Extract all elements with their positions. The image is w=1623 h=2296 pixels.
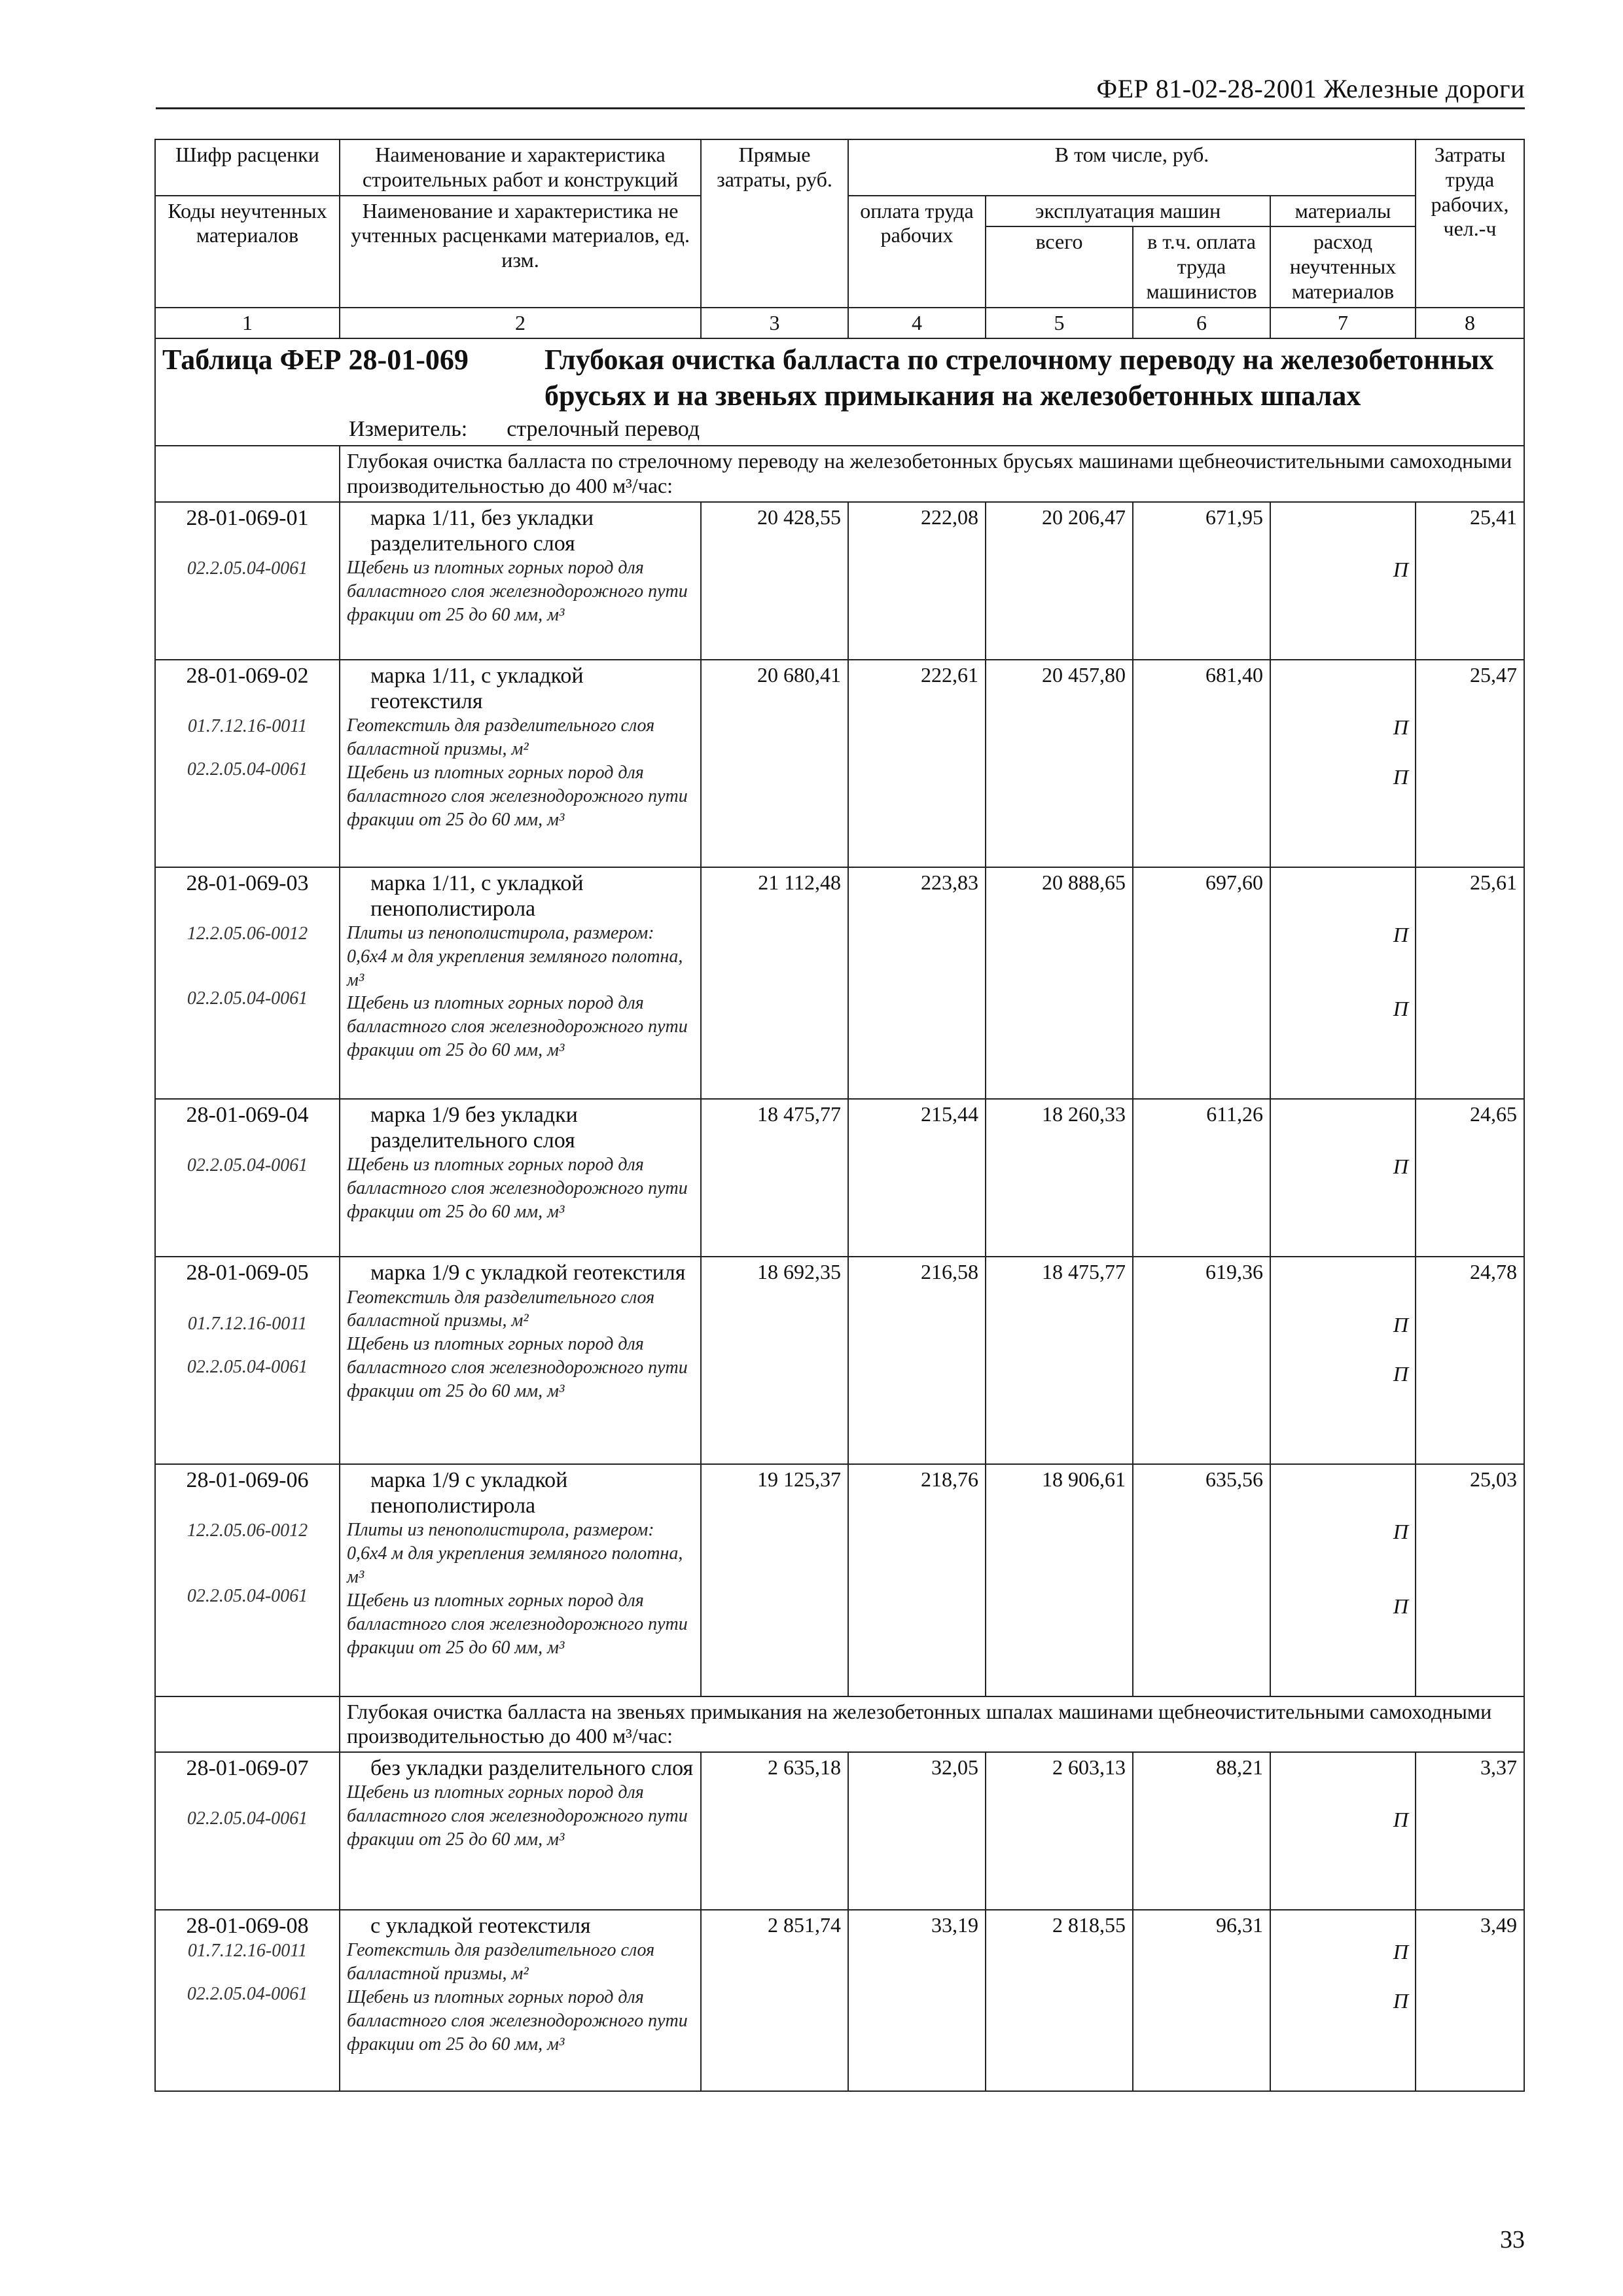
material-code: 02.2.05.04-0061 xyxy=(187,1808,308,1829)
header-col5: всего xyxy=(986,226,1133,307)
rate-code: 28-01-069-07 xyxy=(186,1756,309,1781)
line-spacer xyxy=(162,1563,332,1585)
line-spacer xyxy=(162,966,332,988)
work-name: марка 1/9 с укладкой геотекстиля xyxy=(370,1261,686,1285)
material-name: Геотекстиль для разделительного слоя балластной призмы, м² xyxy=(347,1940,655,1984)
labor-hours: 24,78 xyxy=(1416,1257,1524,1464)
line-spacer xyxy=(1277,2039,1408,2064)
material-name: Щебень из плотных горных пород для балластного слоя железнодорожного пути фракции от 25 до 60 мм, м³ xyxy=(347,1155,688,1223)
material-marks-cell xyxy=(1270,1910,1416,2091)
line-spacer xyxy=(162,531,332,558)
table-code: Таблица ФЕР 28-01-069 xyxy=(162,344,469,376)
line-spacer xyxy=(1277,948,1408,973)
line-spacer xyxy=(1277,1668,1408,1693)
column-number: 4 xyxy=(848,308,986,339)
line-spacer xyxy=(1277,973,1408,997)
line-spacer xyxy=(162,1399,332,1421)
labor-hours: 24,65 xyxy=(1416,1099,1524,1257)
labor-hours: 25,41 xyxy=(1416,502,1524,660)
rate-row xyxy=(155,867,1524,1099)
material-code: 02.2.05.04-0061 xyxy=(187,1356,308,1377)
line-spacer xyxy=(162,1494,332,1520)
line-spacer xyxy=(162,1177,332,1198)
work-name: марка 1/11, с укладкой пенополистирола xyxy=(370,870,584,921)
work-name: без укладки разделительного слоя xyxy=(370,1756,694,1781)
line-spacer xyxy=(162,1378,332,1399)
rate-code: 28-01-069-04 xyxy=(186,1103,309,1128)
line-spacer xyxy=(162,1198,332,1220)
line-spacer xyxy=(1277,1755,1408,1782)
line-spacer xyxy=(1277,1619,1408,1643)
line-spacer xyxy=(1277,839,1408,864)
header-group-in: В том числе, руб. xyxy=(848,139,1416,196)
labor-hours: 25,03 xyxy=(1416,1464,1524,1696)
material-marks-cell xyxy=(1270,1099,1416,1257)
material-mark: П xyxy=(1393,1312,1409,1336)
direct-cost: 18 475,77 xyxy=(701,1099,848,1257)
rate-row xyxy=(155,1910,1524,2091)
material-marks-cell xyxy=(1270,660,1416,867)
line-spacer xyxy=(1277,1022,1408,1047)
work-name: марка 1/11, с укладкой геотекстиля xyxy=(370,664,584,714)
rate-row xyxy=(155,1257,1524,1464)
header-col1-bottom: Коды неучтенных материалов xyxy=(155,196,340,308)
measure-label: Измеритель: xyxy=(349,417,468,442)
rate-code-cell xyxy=(155,1464,340,1696)
section-spacer xyxy=(155,446,340,502)
line-spacer xyxy=(162,1421,332,1443)
line-spacer xyxy=(1277,1412,1408,1437)
rate-code-cell xyxy=(155,867,340,1099)
operator-cost: 611,26 xyxy=(1133,1099,1270,1257)
line-spacer xyxy=(1277,531,1408,558)
line-spacer xyxy=(1277,1179,1408,1204)
line-spacer xyxy=(162,689,332,715)
line-spacer xyxy=(162,1287,332,1313)
rate-code: 28-01-069-06 xyxy=(186,1468,309,1493)
direct-cost: 20 680,41 xyxy=(701,660,848,867)
rate-name-cell xyxy=(340,502,701,660)
material-name: Щебень из плотных горных пород для балластного слоя железнодорожного пути фракции от 25 до 60 мм, м³ xyxy=(347,1987,688,2054)
line-spacer xyxy=(162,1873,332,1894)
line-spacer xyxy=(1277,583,1408,607)
material-name: Щебень из плотных горных пород для балластного слоя железнодорожного пути фракции от 25 до 60 мм, м³ xyxy=(347,993,688,1061)
material-name: Щебень из плотных горных пород для балластного слоя железнодорожного пути фракции от 25 до 60 мм, м³ xyxy=(347,762,688,830)
rate-code-cell xyxy=(155,660,340,867)
rate-code-cell xyxy=(155,1910,340,2091)
rate-name-cell xyxy=(340,1099,701,1257)
line-spacer xyxy=(1277,740,1408,765)
material-mark: П xyxy=(1393,715,1409,740)
line-spacer xyxy=(1277,607,1408,632)
rate-code: 28-01-069-02 xyxy=(186,664,309,689)
rate-code: 28-01-069-01 xyxy=(186,505,309,530)
material-mark: П xyxy=(1393,1362,1409,1386)
material-mark: П xyxy=(1393,1155,1409,1179)
machine-cost: 20 888,65 xyxy=(986,867,1133,1099)
material-mark: П xyxy=(1393,764,1409,789)
column-number: 7 xyxy=(1270,308,1416,339)
line-spacer xyxy=(162,944,332,966)
direct-cost: 20 428,55 xyxy=(701,502,848,660)
machine-cost: 2 603,13 xyxy=(986,1752,1133,1910)
header-col2-top: Наименование и характеристика строительных работ и конструкций xyxy=(340,139,701,196)
work-name: марка 1/11, без укладки разделительного слоя xyxy=(370,505,594,556)
line-spacer xyxy=(162,1052,332,1074)
material-name: Щебень из плотных горных пород для балластного слоя железнодорожного пути фракции от 25 до 60 мм, м³ xyxy=(347,1782,688,1850)
rate-code: 28-01-069-08 xyxy=(186,1914,309,1939)
header-col7: расход неучтенных материалов xyxy=(1270,226,1416,307)
rate-code-cell xyxy=(155,1257,340,1464)
line-spacer xyxy=(162,1220,332,1242)
line-spacer xyxy=(1277,1229,1408,1254)
material-mark: П xyxy=(1393,1808,1409,1832)
line-spacer xyxy=(162,1607,332,1628)
line-spacer xyxy=(162,2026,332,2048)
material-code: 02.2.05.04-0061 xyxy=(187,759,308,780)
line-spacer xyxy=(1277,870,1408,897)
machine-cost: 18 906,61 xyxy=(986,1464,1133,1696)
material-code: 02.2.05.04-0061 xyxy=(187,988,308,1009)
line-spacer xyxy=(1277,1436,1408,1461)
rate-name-cell xyxy=(340,1257,701,1464)
line-spacer xyxy=(1277,1337,1408,1362)
line-spacer xyxy=(1277,1643,1408,1668)
labor-cost: 33,19 xyxy=(848,1910,986,2091)
material-marks-cell xyxy=(1270,1464,1416,1696)
line-spacer xyxy=(1277,2014,1408,2039)
material-marks-cell xyxy=(1270,867,1416,1099)
header-group-machines: эксплуатация машин xyxy=(986,196,1270,227)
line-spacer xyxy=(162,1009,332,1031)
line-spacer xyxy=(162,1851,332,1873)
material-name: Щебень из плотных горных пород для балластного слоя железнодорожного пути фракции от 25 до 60 мм, м³ xyxy=(347,1590,688,1658)
section-header-row xyxy=(155,446,1524,502)
material-mark: П xyxy=(1393,923,1409,947)
material-name: Плиты из пенополистирола, размером: 0,6х4 м для укрепления земляного полотна, м³ xyxy=(347,922,683,990)
measure-value: стрелочный перевод xyxy=(507,417,700,442)
rate-row xyxy=(155,1464,1524,1696)
table-description: Глубокая очистка балласта по стрелочному переводу на железобетонных брусьях и на звеньях примыкания на железобетонных шпалах xyxy=(544,344,1494,412)
line-spacer xyxy=(1277,1260,1408,1286)
material-code: 12.2.05.06-0012 xyxy=(187,1520,308,1541)
header-col2-bottom: Наименование и характеристика не учтенных расценками материалов, ед. изм. xyxy=(340,196,701,308)
rate-name-cell xyxy=(340,660,701,867)
rate-row xyxy=(155,1099,1524,1257)
line-spacer xyxy=(1277,1494,1408,1520)
line-spacer xyxy=(162,2048,332,2070)
line-spacer xyxy=(1277,1782,1408,1808)
rates-table xyxy=(154,139,1525,2092)
line-spacer xyxy=(162,1829,332,1851)
section-title: Глубокая очистка балласта на звеньях примыкания на железобетонных шпалах машинами щебнеочистительными самоходными производительностью до 400 м³/час: xyxy=(340,1696,1524,1753)
line-spacer xyxy=(162,1128,332,1155)
page-number: 33 xyxy=(1500,2226,1525,2253)
work-name: с укладкой геотекстиля xyxy=(370,1914,591,1939)
labor-cost: 222,61 xyxy=(848,660,986,867)
material-name: Щебень из плотных горных пород для балластного слоя железнодорожного пути фракции от 25 до 60 мм, м³ xyxy=(347,1334,688,1401)
column-numbers-row xyxy=(155,308,1524,339)
labor-cost: 216,58 xyxy=(848,1257,986,1464)
column-number: 5 xyxy=(986,308,1133,339)
material-code: 01.7.12.16-0011 xyxy=(187,1940,308,1961)
rate-name-cell xyxy=(340,1464,701,1696)
rate-row xyxy=(155,1752,1524,1910)
rate-row xyxy=(155,502,1524,660)
labor-cost: 215,44 xyxy=(848,1099,986,1257)
direct-cost: 18 692,35 xyxy=(701,1257,848,1464)
line-spacer xyxy=(162,1962,332,1983)
material-mark: П xyxy=(1393,1594,1409,1618)
direct-cost: 19 125,37 xyxy=(701,1464,848,1696)
material-mark: П xyxy=(1393,1939,1409,1964)
line-spacer xyxy=(162,1650,332,1672)
column-number: 8 xyxy=(1416,308,1524,339)
column-number: 6 xyxy=(1133,308,1270,339)
line-spacer xyxy=(1277,790,1408,815)
line-spacer xyxy=(162,737,332,759)
machine-cost: 20 457,80 xyxy=(986,660,1133,867)
line-spacer xyxy=(1277,1128,1408,1155)
line-spacer xyxy=(1277,663,1408,689)
line-spacer xyxy=(1277,1882,1408,1907)
material-marks-cell xyxy=(1270,502,1416,660)
material-marks-cell xyxy=(1270,1257,1416,1464)
column-number: 2 xyxy=(340,308,701,339)
labor-hours: 3,49 xyxy=(1416,1910,1524,2091)
rate-name-cell xyxy=(340,1910,701,2091)
section-spacer xyxy=(155,1696,340,1753)
rate-code: 28-01-069-05 xyxy=(186,1261,309,1285)
labor-cost: 223,83 xyxy=(848,867,986,1099)
line-spacer xyxy=(1277,1570,1408,1594)
line-spacer xyxy=(162,622,332,644)
line-spacer xyxy=(162,823,332,845)
machine-cost: 18 475,77 xyxy=(986,1257,1133,1464)
section-header-row xyxy=(155,1696,1524,1753)
operator-cost: 681,40 xyxy=(1133,660,1270,867)
rate-row xyxy=(155,660,1524,867)
rate-name-cell xyxy=(340,1752,701,1910)
line-spacer xyxy=(1277,1833,1408,1857)
line-spacer xyxy=(1277,632,1408,656)
machine-cost: 2 818,55 xyxy=(986,1910,1133,2091)
operator-cost: 96,31 xyxy=(1133,1910,1270,2091)
line-spacer xyxy=(1277,1047,1408,1071)
material-mark: П xyxy=(1393,1989,1409,2013)
line-spacer xyxy=(162,1541,332,1563)
material-mark: П xyxy=(1393,997,1409,1021)
operator-cost: 697,60 xyxy=(1133,867,1270,1099)
material-mark: П xyxy=(1393,1520,1409,1544)
line-spacer xyxy=(162,1782,332,1808)
line-spacer xyxy=(1277,689,1408,715)
line-spacer xyxy=(162,601,332,622)
header-col8: Затраты труда рабочих, чел.-ч xyxy=(1416,139,1524,308)
line-spacer xyxy=(162,897,332,923)
header-col6: в т.ч. оплата труда машинистов xyxy=(1133,226,1270,307)
operator-cost: 88,21 xyxy=(1133,1752,1270,1910)
rate-name-cell xyxy=(340,867,701,1099)
material-marks-cell xyxy=(1270,1752,1416,1910)
material-code: 02.2.05.04-0061 xyxy=(187,1983,308,2004)
header-col3: Прямые затраты, руб. xyxy=(701,139,848,308)
labor-hours: 3,37 xyxy=(1416,1752,1524,1910)
line-spacer xyxy=(162,1335,332,1356)
line-spacer xyxy=(1277,2063,1408,2088)
section-title: Глубокая очистка балласта по стрелочному переводу на железобетонных брусьях машинами щебнеочистительными самоходными производительностью до 400 м³/час: xyxy=(340,446,1524,502)
line-spacer xyxy=(1277,1204,1408,1229)
material-code: 01.7.12.16-0011 xyxy=(187,1313,308,1334)
line-spacer xyxy=(1277,1102,1408,1128)
operator-cost: 635,56 xyxy=(1133,1464,1270,1696)
line-spacer xyxy=(1277,1467,1408,1494)
line-spacer xyxy=(1277,1964,1408,1989)
work-name: марка 1/9 с укладкой пенополистирола xyxy=(370,1468,568,1518)
material-name: Щебень из плотных горных пород для балластного слоя железнодорожного пути фракции от 25 до 60 мм, м³ xyxy=(347,558,688,625)
header-col1-top: Шифр расценки xyxy=(155,139,340,196)
direct-cost: 21 112,48 xyxy=(701,867,848,1099)
line-spacer xyxy=(162,2005,332,2026)
table-title-row xyxy=(155,338,1524,446)
line-spacer xyxy=(1277,1913,1408,1939)
header-divider xyxy=(156,107,1525,109)
material-code: 12.2.05.06-0012 xyxy=(187,924,308,944)
rate-code-cell xyxy=(155,1752,340,1910)
rate-code: 28-01-069-03 xyxy=(186,870,309,895)
line-spacer xyxy=(1277,1387,1408,1412)
column-number: 1 xyxy=(155,308,340,339)
rate-code-cell xyxy=(155,502,340,660)
line-spacer xyxy=(162,1031,332,1052)
line-spacer xyxy=(1277,1071,1408,1096)
header-group-materials: материалы xyxy=(1270,196,1416,227)
header-col4: оплата труда рабочих xyxy=(848,196,986,308)
machine-cost: 18 260,33 xyxy=(986,1099,1133,1257)
operator-cost: 671,95 xyxy=(1133,502,1270,660)
labor-cost: 222,08 xyxy=(848,502,986,660)
line-spacer xyxy=(162,780,332,802)
line-spacer xyxy=(1277,505,1408,531)
material-name: Геотекстиль для разделительного слоя балластной призмы, м² xyxy=(347,715,655,760)
labor-hours: 25,61 xyxy=(1416,867,1524,1099)
material-name: Плиты из пенополистирола, размером: 0,6х4 м для укрепления земляного полотна, м³ xyxy=(347,1520,683,1588)
material-code: 02.2.05.04-0061 xyxy=(187,558,308,579)
labor-hours: 25,47 xyxy=(1416,660,1524,867)
line-spacer xyxy=(162,802,332,823)
document-header-title: ФЕР 81-02-28-2001 Железные дороги xyxy=(1096,74,1525,103)
material-name: Геотекстиль для разделительного слоя балластной призмы, м² xyxy=(347,1287,655,1331)
line-spacer xyxy=(1277,1857,1408,1882)
material-code: 02.2.05.04-0061 xyxy=(187,1585,308,1606)
machine-cost: 20 206,47 xyxy=(986,502,1133,660)
line-spacer xyxy=(1277,1545,1408,1570)
column-number: 3 xyxy=(701,308,848,339)
line-spacer xyxy=(1277,814,1408,839)
line-spacer xyxy=(162,579,332,601)
work-name: марка 1/9 без укладки разделительного слоя xyxy=(370,1103,578,1153)
labor-cost: 218,76 xyxy=(848,1464,986,1696)
line-spacer xyxy=(1277,897,1408,923)
rate-code-cell xyxy=(155,1099,340,1257)
direct-cost: 2 635,18 xyxy=(701,1752,848,1910)
table-title-cell xyxy=(155,338,1524,446)
operator-cost: 619,36 xyxy=(1133,1257,1270,1464)
material-code: 02.2.05.04-0061 xyxy=(187,1155,308,1176)
header-row-1 xyxy=(155,139,1524,196)
line-spacer xyxy=(162,1628,332,1650)
line-spacer xyxy=(1277,1287,1408,1313)
material-mark: П xyxy=(1393,558,1409,582)
material-code: 01.7.12.16-0011 xyxy=(187,716,308,737)
labor-cost: 32,05 xyxy=(848,1752,986,1910)
direct-cost: 2 851,74 xyxy=(701,1910,848,2091)
